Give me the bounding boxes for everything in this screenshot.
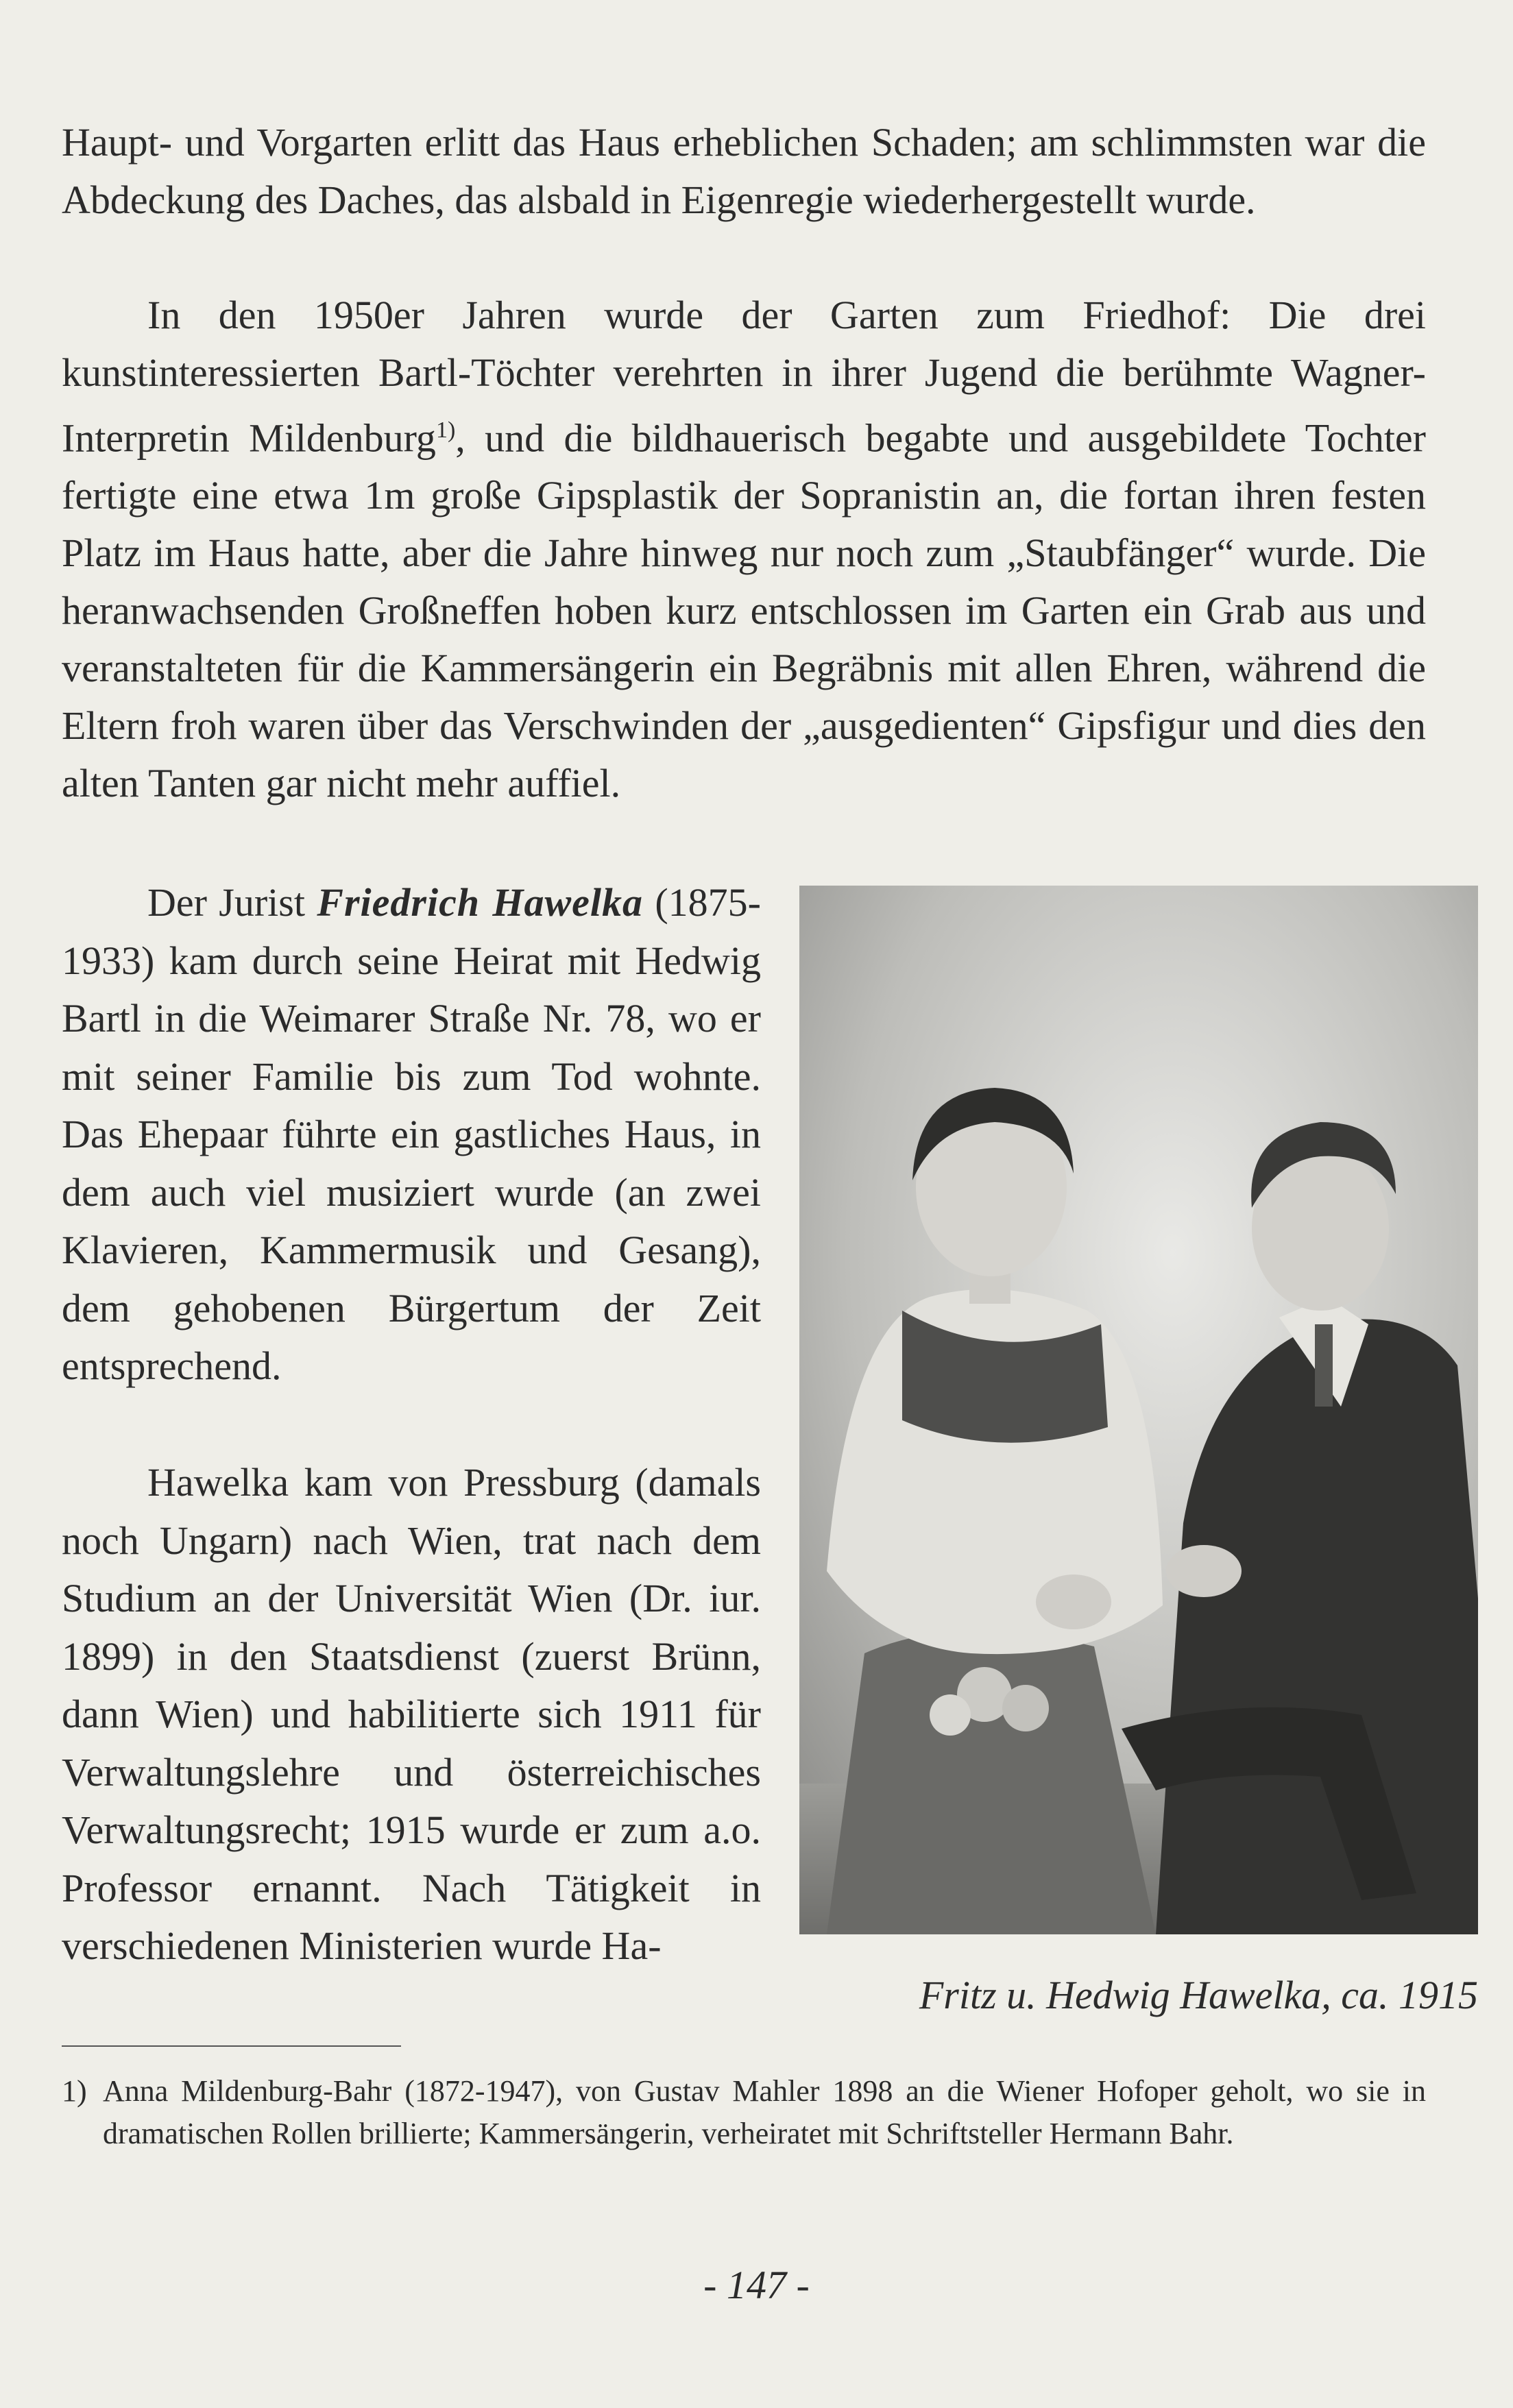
paragraph-2 [62, 287, 1426, 812]
footnote-divider [62, 2045, 401, 2047]
footnote-reference[interactable]: 1) [435, 417, 456, 443]
paragraph-3-text: (1875-1933) kam durch seine Heirat mit Hedwig Bartl in die Weimarer Straße Nr. 78, wo er mit seiner Familie bis zum Tod wohnte. Das Ehepaar führte ein gastliches Haus, in dem auch viel musiziert wurde (an zwei Klavieren, Kammermusik und Gesang), dem gehobenen Bürgertum der Zeit entsprechend. [62, 880, 761, 1388]
paragraph-2-text-b: , und die bildhauerisch begabte und ausgebildete Tochter fertigte eine etwa 1m große Gipsplastik der Sopranistin an, die fortan ihren festen Platz im Haus hatte, aber die Jahre hinweg nur noch zum „Staubfänger“ wurde. Die heranwachsenden Großneffen hoben kurz entschlossen im Garten ein Grab aus und veranstalteten für die Kammersängerin ein Begräbnis mit allen Ehren, während die Eltern froh waren über das Verschwinden der „ausgedienten“ Gipsfigur und dies den alten Tanten gar nicht mehr auffiel. [62, 415, 1426, 806]
person-name-friedrich-hawelka: Friedrich Hawelka [317, 880, 644, 925]
couple-portrait-photo [799, 886, 1478, 1934]
portrait-illustration [799, 886, 1478, 1934]
paragraph-1-text: Haupt- und Vorgarten erlitt das Haus erheblichen Schaden; am schlimmsten war die Abdeckung des Daches, das alsbald in Eigenregie wiederhergestellt wurde. [62, 120, 1426, 222]
paragraph-1 [62, 114, 1426, 229]
footnote-text: Anna Mildenburg-Bahr (1872-1947), von Gustav Mahler 1898 an die Wiener Hofoper geholt, wo sie in dramatischen Rollen brillierte; Kammersängerin, verheiratet mit Schriftsteller Hermann Bahr. [103, 2074, 1426, 2150]
footnote-marker: 1) [62, 2074, 87, 2108]
paragraph-4 [62, 1454, 761, 1975]
paragraph-4-text: Hawelka kam von Pressburg (damals noch Ungarn) nach Wien, trat nach dem Studium an der Universität Wien (Dr. iur. 1899) in den Staatsdienst (zuerst Brünn, dann Wien) und habilitierte sich 1911 für Verwaltungslehre und österreichisches Verwaltungsrecht; 1915 wurde er zum a.o. Professor ernannt. Nach Tätigkeit in verschiedenen Ministerien wurde Ha- [62, 1460, 761, 1968]
paragraph-3-intro: Der Jurist [147, 880, 317, 925]
photo-caption: Fritz u. Hedwig Hawelka, ca. 1915 [919, 1973, 1478, 2017]
footnote [62, 2070, 1426, 2155]
page-number: - 147 - [703, 2263, 810, 2307]
paragraph-2-text-a: In den 1950er Jahren wurde der Garten zum Friedhof: Die drei kunstinteressierten Bartl-Töchter verehrten in ihrer Jugend die berühmte Wagner-Interpretin Mildenburg [62, 293, 1426, 461]
paragraph-3 [62, 874, 761, 1396]
